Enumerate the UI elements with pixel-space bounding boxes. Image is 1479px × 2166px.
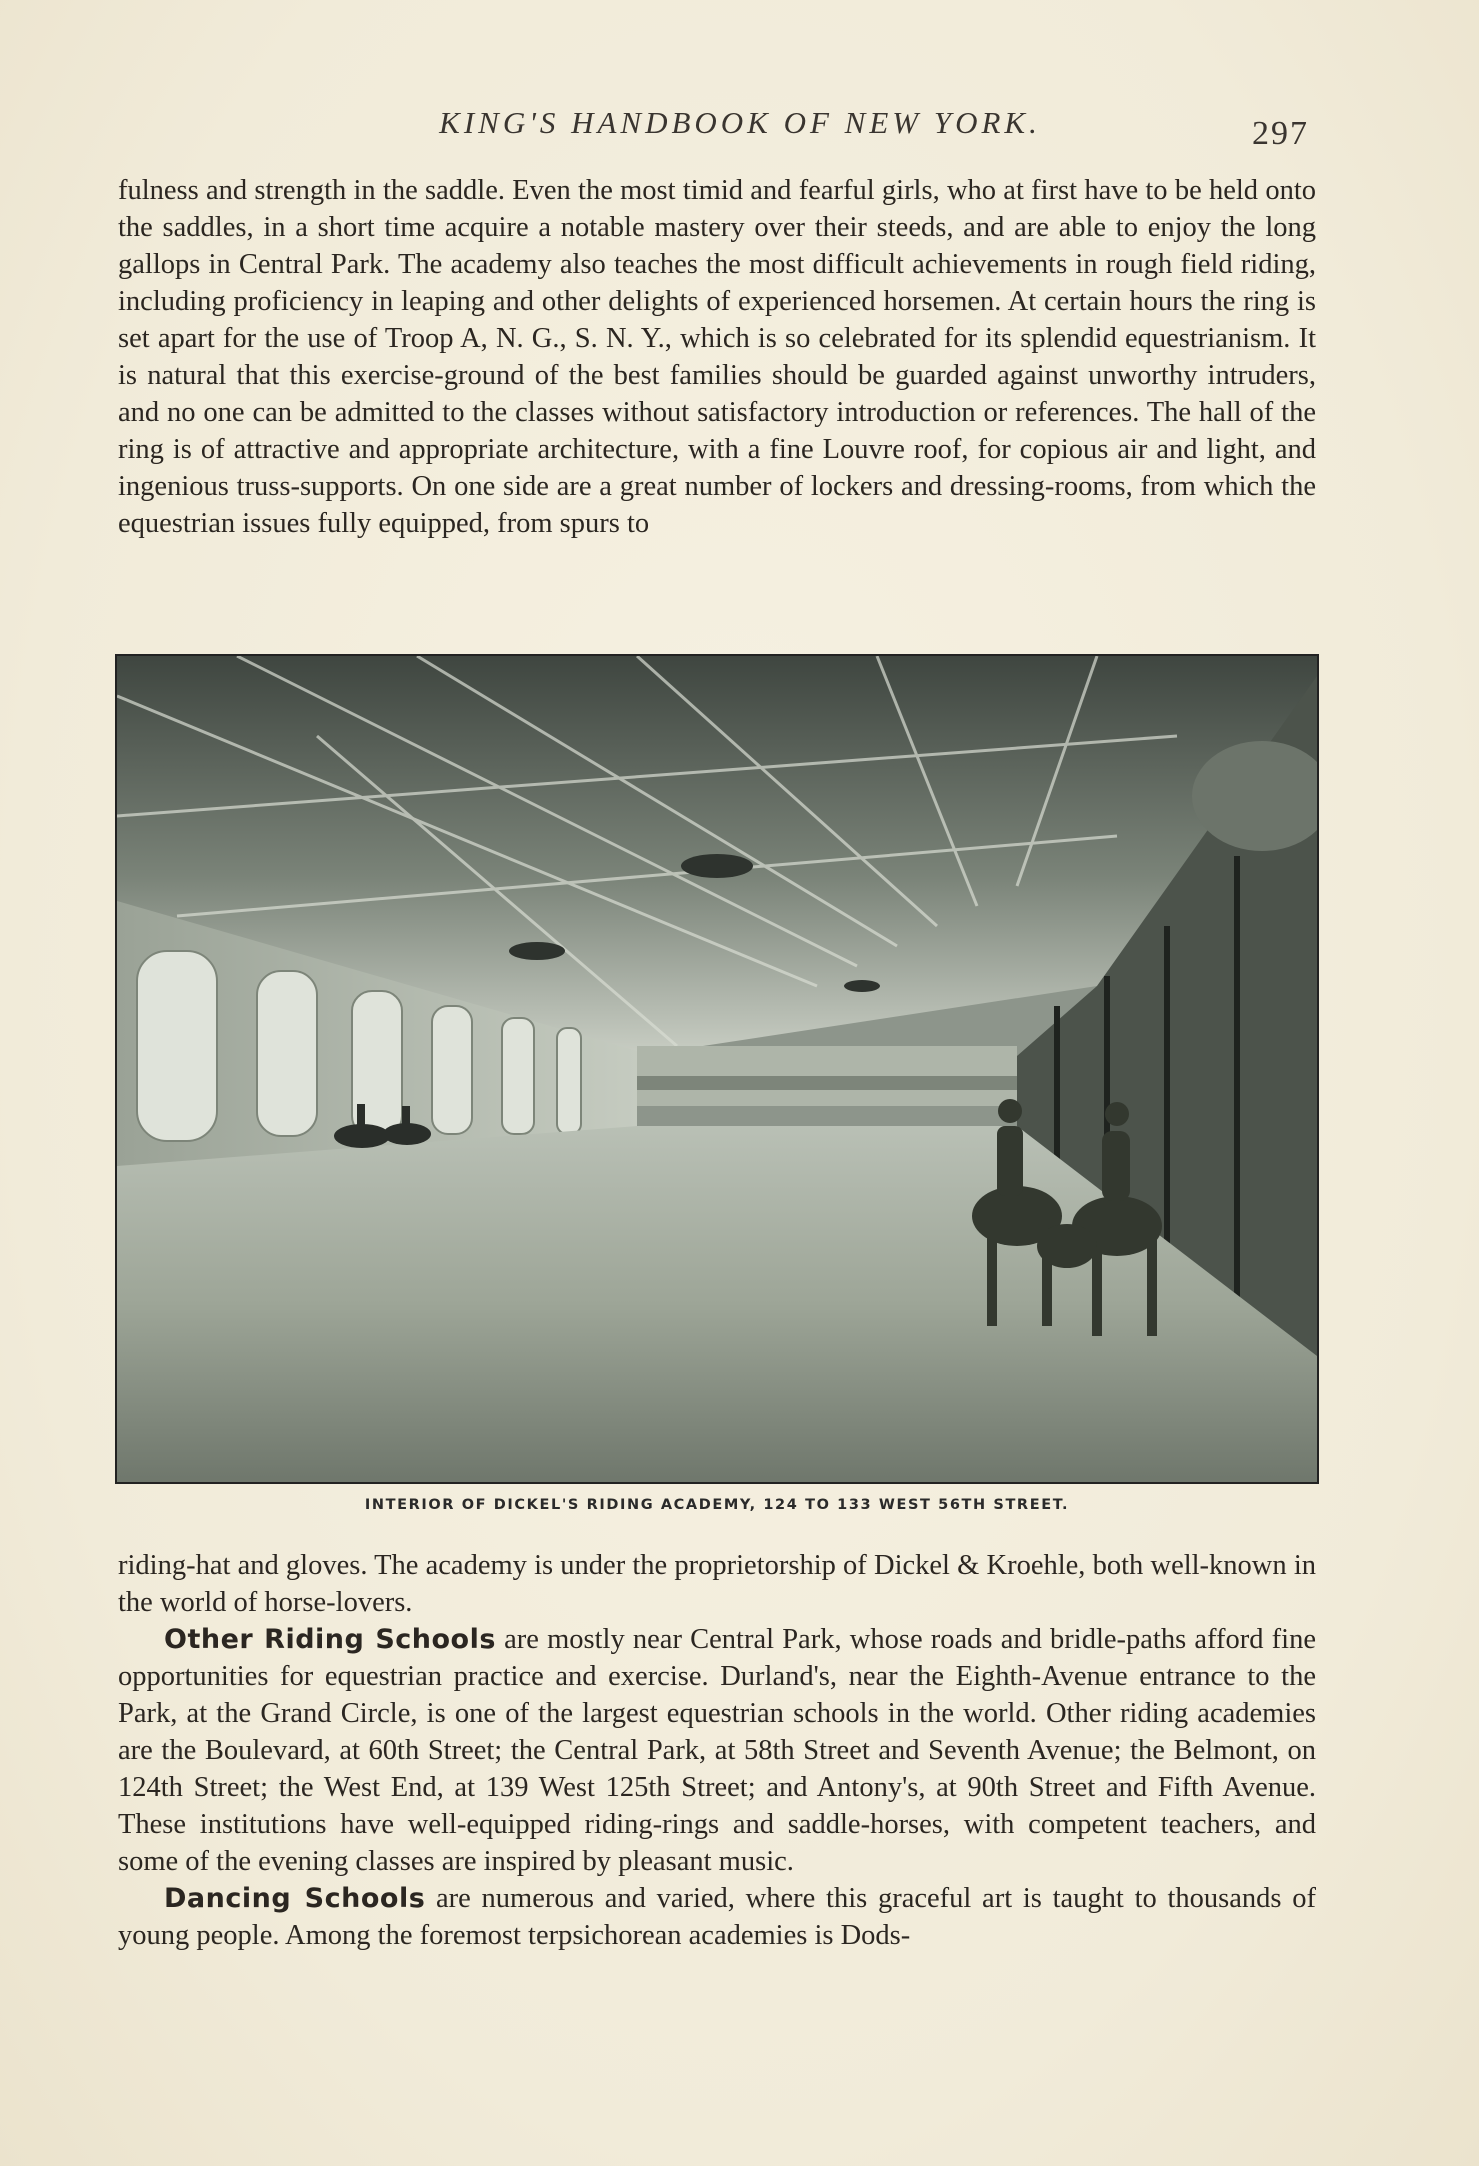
riding-schools-text: are mostly near Central Park, whose roads and bridle-paths afford fine opportunities for equestrian practice and exercise. Durland's, near the Eighth-Avenue entrance to the Park, at the Grand Circle, is one of the largest equestrian schools in the world. Other riding academies are the Boulevard, at 60th Street; the Central Park, at 58th Street and Seventh Avenue; the Belmont, on 124th Street; the West End, at 139 West 125th Street; and Antony's, at 90th Street and Fifth Avenue. These institutions have well-equipped riding-rings and saddle-horses, with competent teachers, and some of the evening classes are inspired by pleasant music. — [118, 1624, 1316, 1877]
riding-academy-illustration — [115, 654, 1319, 1484]
running-title: KING'S HANDBOOK OF NEW YORK. — [439, 105, 1041, 140]
continuation-paragraph: riding-hat and gloves. The academy is under the proprietorship of Dickel & Kroehle, both well-known in the world of horse-lovers. — [118, 1550, 1316, 1618]
body-text-bottom — [118, 1547, 1316, 1954]
dancing-schools-paragraph — [118, 1880, 1316, 1954]
riding-schools-heading: Other Riding Schools — [164, 1624, 496, 1655]
figure-caption: INTERIOR OF DICKEL'S RIDING ACADEMY, 124 TO 133 WEST 56TH STREET. — [364, 1497, 1070, 1513]
dancing-schools-text: are numerous and varied, where this graceful art is taught to thousands of young people. Among the foremost terpsichorean academies is Dods- — [118, 1883, 1316, 1951]
dancing-schools-heading: Dancing Schools — [164, 1883, 426, 1914]
riding-schools-paragraph — [118, 1621, 1316, 1880]
page-number: 297 — [1252, 115, 1309, 152]
body-paragraph-top: fulness and strength in the saddle. Even the most timid and fearful girls, who at first have to be held onto the saddles, in a short time acquire a notable mastery over their steeds, and are able to enjoy the long gallops in Central Park. The academy also teaches the most difficult achievements in rough field riding, including proficiency in leaping and other delights of experienced horsemen. At certain hours the ring is set apart for the use of Troop A, N. G., S. N. Y., which is so celebrated for its splendid equestrianism. It is natural that this exercise-ground of the best families should be guarded against unworthy intruders, and no one can be admitted to the classes without satisfactory introduction or references. The hall of the ring is of attractive and appropriate architecture, with a fine Louvre roof, for copious air and light, and ingenious truss-supports. On one side are a great number of lockers and dressing-rooms, from which the equestrian issues fully equipped, from spurs to — [118, 175, 1316, 539]
